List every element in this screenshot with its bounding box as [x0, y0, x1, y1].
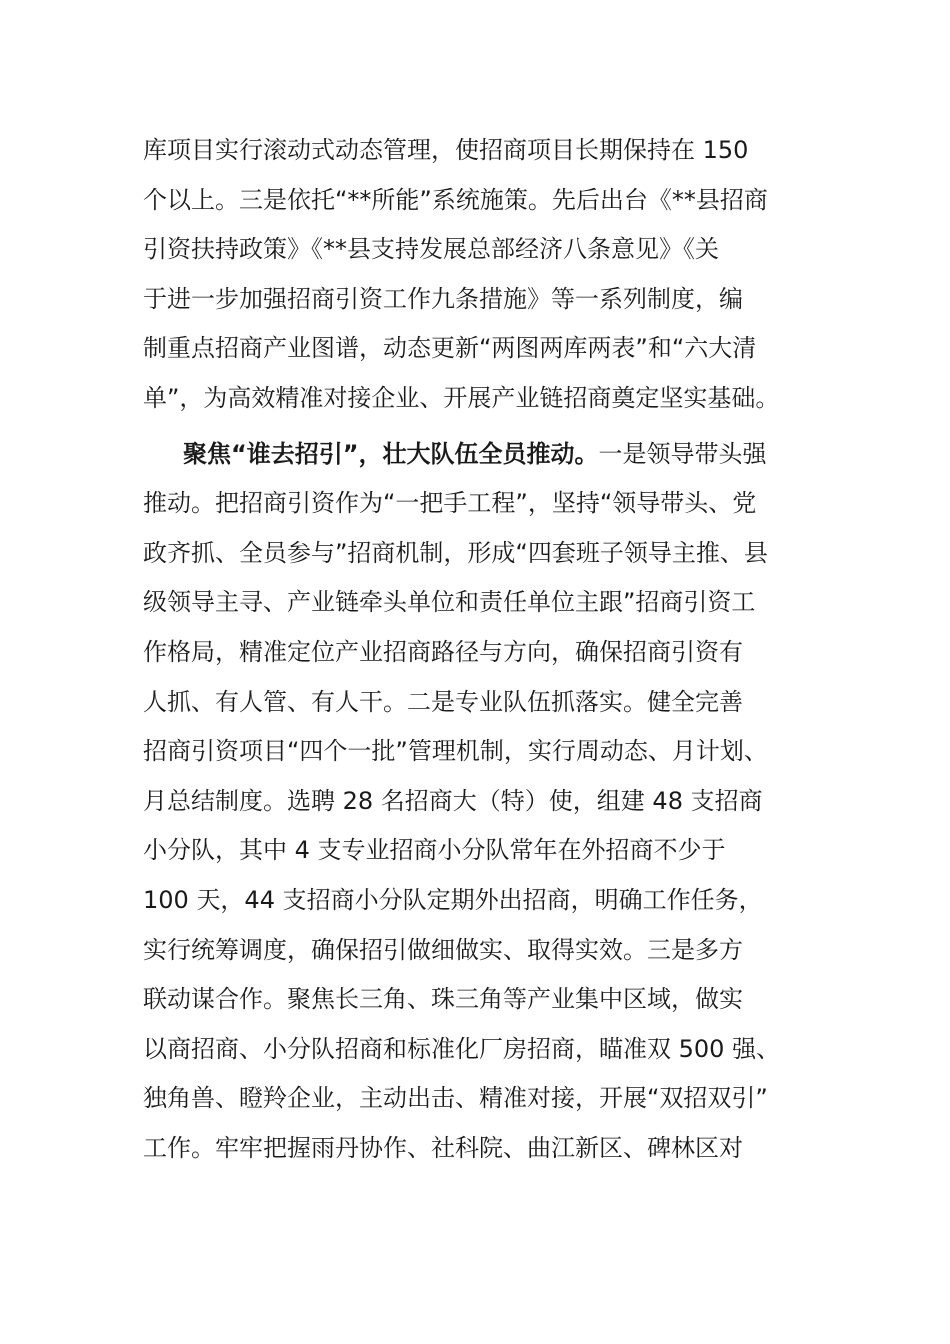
text-line: 于进一步加强招商引资工作九条措施》等一系列制度，编: [143, 284, 743, 313]
text-line: 个以上。三是依托“**所能”系统施策。先后出台《**县招商: [143, 185, 768, 214]
text-line: 联动谋合作。聚焦长三角、珠三角等产业集中区域，做实: [143, 985, 743, 1014]
text-line: 推动。把招商引资作为“一把手工程”，坚持“领导带头、党: [143, 489, 757, 518]
text-line: 政齐抓、全员参与”招商机制，形成“四套班子领导主推、县: [143, 538, 768, 567]
text-line: 独角兽、瞪羚企业，主动出击、精准对接，开展“双招双引”: [143, 1084, 768, 1113]
text-line: 月总结制度。选聘 28 名招商大（特）使，组建 48 支招商: [143, 786, 763, 815]
paragraph-2: [143, 430, 811, 1174]
text-line-first: [143, 430, 811, 480]
text-line: 招商引资项目“四个一批”管理机制，实行周动态、月计划、: [143, 737, 768, 766]
paragraph-heading: 聚焦“谁去招引”，壮大队伍全员推动。: [183, 439, 599, 468]
text-line: 工作。牢牢把握雨丹协作、社科院、曲江新区、碑林区对: [143, 1133, 743, 1162]
text-line: 100 天，44 支招商小分队定期外出招商，明确工作任务，: [143, 885, 763, 914]
text-line: 库项目实行滚动式动态管理，使招商项目长期保持在 150: [143, 136, 749, 164]
text-line: 实行统筹调度，确保招引做细做实、取得实效。三是多方: [143, 935, 743, 964]
text-line: 作格局，精准定位产业招商路径与方向，确保招商引资有: [143, 637, 743, 666]
text-line: 人抓、有人管、有人干。二是专业队伍抓落实。健全完善: [143, 687, 743, 716]
text-line: 级领导主寻、产业链牵头单位和责任单位主跟”招商引资工: [143, 588, 756, 617]
text-line: 引资扶持政策》《**县支持发展总部经济八条意见》《关: [143, 235, 719, 264]
text-line: 单”，为高效精准对接企业、开展产业链招商奠定坚实基础。: [143, 383, 780, 412]
paragraph-1: [143, 126, 811, 424]
heading-continuation: 一是领导带头强: [598, 439, 767, 468]
document-body: [143, 126, 811, 1173]
text-line: 以商招商、小分队招商和标准化厂房招商，瞄准双 500 强、: [143, 1034, 781, 1063]
text-line: 制重点招商产业图谱，动态更新“两图两库两表”和“六大清: [143, 334, 757, 363]
text-line: 小分队，其中 4 支专业招商小分队常年在外招商不少于: [143, 836, 726, 865]
